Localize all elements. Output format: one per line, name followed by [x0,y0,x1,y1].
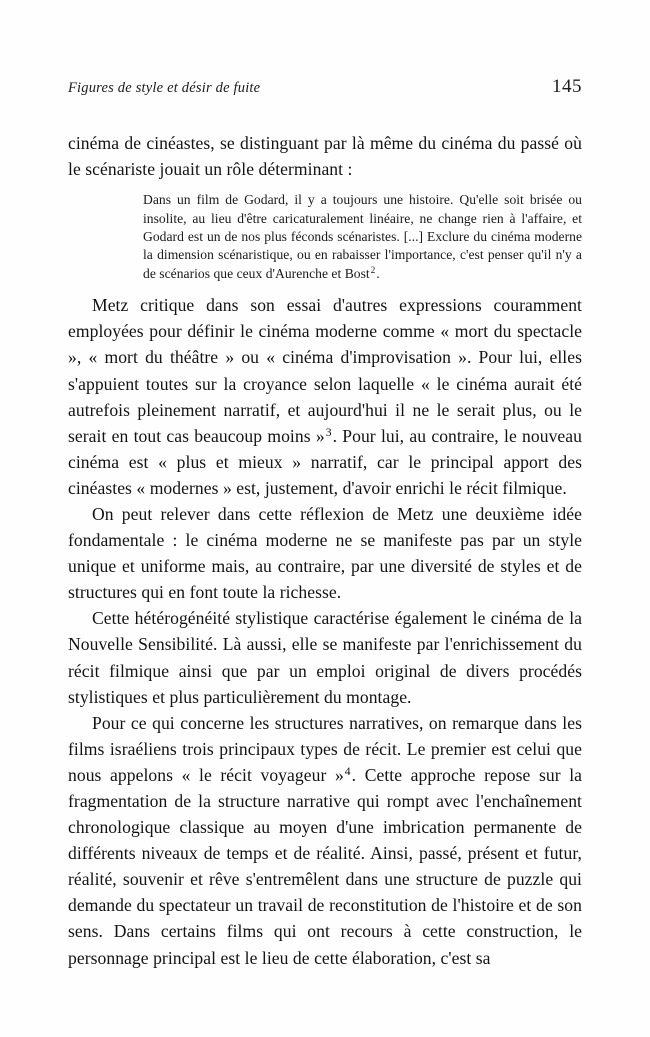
paragraph-structures-narratives [68,710,582,971]
blockquote-godard [68,191,582,283]
paragraph-metz-part-1: Metz critique dans son essai d'autres expressions couramment employées pour définir le cinéma moderne comme « mort du spectacle », « mort du théâtre » ou « cinéma d'improvisation ». Pour lui, elles s'appuient toutes sur la croyance selon laquelle « le cinéma aurait été autrefois pleinement narratif, et aujourd'hui il ne le serait plus, ou le serait en tout cas beaucoup moins » [68,295,582,446]
footnote-marker-2[interactable]: 2 [370,265,376,276]
paragraph-structures-part-2: . Cette approche repose sur la fragmentation de la structure narrative qui rompt avec l'enchaînement chronologique classique au moyen d'une imbrication permanente de différents niveaux de temps et de réalité. Ainsi, passé, présent et futur, réalité, souvenir et rêve s'entremêlent dans une structure de puzzle qui demande du spectateur un travail de reconstitution de l'histoire et de son sens. Dans certains films qui ont recours à cette construction, le personnage principal est le lieu de cette élaboration, c'est sa [68,764,582,968]
footnote-marker-4[interactable]: 4 [344,764,351,778]
paragraph-deuxieme-idee: On peut relever dans cette réflexion de Metz une deuxième idée fondamentale : le cinéma moderne ne se manifeste pas par un style unique et uniforme mais, au contraire, par une diversité de styles et de structures qui en font toute la richesse. [68,503,582,603]
paragraph-heterogeneite: Cette hétérogénéité stylistique caractérise également le cinéma de la Nouvelle Sensibilité. Là aussi, elle se manifeste par l'enrichissement du récit filmique ainsi que par un emploi original de divers procédés stylistiques et plus particulièrement du montage. [68,608,582,707]
blockquote-text-part-1: Dans un film de Godard, il y a toujours une histoire. Qu'elle soit brisée ou insolite, au lieu d'être caricaturalement linéaire, ne change rien à l'affaire, et Godard est un de nos plus féconds scénaristes. [...] Exclure du cinéma moderne la dimension scénaristique, ou en rabaisser l'importance, c'est penser qu'il n'y a de scénarios que ceux d'Aurenche et Bost [143,192,582,281]
paragraph-continuation: cinéma de cinéastes, se distinguant par là même du cinéma du passé où le scénariste jouait un rôle déterminant : [68,133,582,180]
running-title: Figures de style et désir de fuite [68,80,261,96]
paragraph-structures-part-1: Pour ce qui concerne les structures narratives, on remarque dans les films israéliens trois principaux types de récit. Le premier est celui que nous appelons « le récit voyageur » [68,712,582,785]
paragraph-metz-part-2: . Pour lui, au contraire, le nouveau cinéma est « plus et mieux » narratif, car le principal apport des cinéastes « modernes » est, justement, d'avoir enrichi le récit filmique. [68,425,582,498]
running-head [68,76,582,98]
page-number: 145 [552,76,582,97]
blockquote-text [143,191,582,283]
footnote-marker-3[interactable]: 3 [325,425,332,439]
body-text-block [68,130,582,971]
paragraph-metz-critique [68,292,582,501]
blockquote-text-part-2: . [376,265,380,281]
